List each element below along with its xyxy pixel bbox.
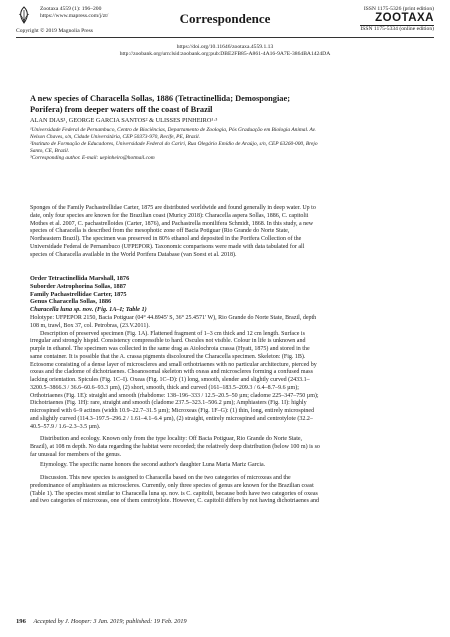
text-line: Orthotriaenes (Fig. 1E): straight and smooth (rhabdome: 138–196–333 / 12.5–20.5–50 µm; cladome 225–347–750 µm); bbox=[30, 392, 319, 399]
article-title bbox=[30, 94, 420, 115]
affiliation-line: ³Corresponding author. E-mail: uepinheiro@hotmail.com bbox=[30, 155, 155, 162]
text-line: Description of preserved specimen (Fig. 1A). Flattened fragment of 1–3 cm thick and 12 cm length. Surface is bbox=[40, 330, 305, 337]
text-line: Mothes et al. 2007, C. pachastrelloides (Carter, 1876), and Pachastrella monilifera Schmidt, 1868. In this study, a new bbox=[30, 220, 314, 227]
issn-online: ISSN 1175-5334 (online edition) bbox=[360, 26, 434, 33]
text-line: Ectosome consisting of a dense layer of microscleres and small orthotriaenes with no particular architecture, pierced by bbox=[30, 361, 317, 368]
text-line: irregular and strongly hispid. Consistency compressible to hard. Oscules not visible. Colour in life is unknown and bbox=[30, 338, 306, 345]
text-line: Northeastern Brazil). The specimen was preserved in 80% ethanol and deposited in the Porifera Collection of the bbox=[30, 236, 302, 242]
page-number: 196 bbox=[16, 618, 26, 625]
text-line: Discussion. This new species is assigned to Characella based on the two categories of microxeas and the bbox=[40, 475, 291, 481]
journal-issue: Zootaxa 4559 (1): 196–200 bbox=[40, 6, 102, 12]
author-list: ALAN DIAS¹, GEORGE GARCIA SANTOS² & ULISSES PINHEIRO¹·³ bbox=[30, 117, 218, 124]
identifiers bbox=[0, 44, 450, 59]
text-line: purple in ethanol. The specimen was collected in the same drag as Aiolochroia crassa (Hyatt, 1875) and stored in the bbox=[30, 346, 310, 352]
text-line: same container. It is possible that the A. crassa pigments discoloured the Characella specimen. Skeleton: (Fig. 1B). bbox=[30, 353, 306, 360]
zoobank-link[interactable]: http://zoobank.org/urn:lsid:zoobank.org:pub:DBE2FB85-A861-4A16-9A7E-3864BA1424DA bbox=[119, 51, 331, 58]
text-line: oxeas and the cladome of dichotriaenes. Choanosomal skeleton with oxeas and microscleres forming a confused mass bbox=[30, 369, 313, 376]
affiliation-line: ¹Universidade Federal de Pernambuco, Centro de Biociências, Departamento de Zoologia, Pós Graduação em Biologia Animal. Av. bbox=[30, 127, 316, 133]
title-line: A new species of Characella Sollas, 1886 (Tetractinellida; Demospongiae; bbox=[30, 94, 290, 103]
text-line: predominance of amphiasters as microscleres. Currently, only three species of genus are known for the Brazilian coast bbox=[30, 482, 314, 489]
taxon-genus: Genus Characella Sollas, 1886 bbox=[30, 298, 112, 306]
section-title: Correspondence bbox=[179, 11, 271, 26]
text-line: 3200.5–3866.3 / 36.6–60.6–93.3 µm), (2) short, smooth, thick and curved (161–183.5–209.3 / 6.4–8.7–9.6 µm); bbox=[30, 384, 299, 391]
zootaxa-brand: ZOOTAXA bbox=[375, 12, 434, 25]
journal-url-link[interactable]: https://www.mapress.com/j/zt/ bbox=[40, 13, 109, 20]
issn-print: ISSN 1175-5326 (print edition) bbox=[363, 6, 434, 12]
header-rule bbox=[16, 37, 434, 38]
taxon-family: Family Pachastrellidae Carter, 1875 bbox=[30, 290, 127, 298]
taxonomy-block bbox=[30, 275, 147, 314]
doi-link[interactable]: https://doi.org/10.11646/zootaxa.4559.1.13 bbox=[176, 44, 274, 50]
taxon-order: Order Tetractinellida Marshall, 1876 bbox=[30, 275, 130, 282]
affiliations bbox=[30, 127, 422, 162]
text-line: far unusual for members of the genus. bbox=[30, 451, 122, 458]
text-line: Sponges of the Family Pachastrellidae Carter, 1875 are distributed worldwide and found generally in deep water. Up to bbox=[30, 205, 316, 211]
text-line: Holotype: UFPEPOR 2150, Bacia Potiguar (04° 44.8945' S, 36° 25.4571' W), Rio Grande do Norte State, Brazil, depth bbox=[30, 315, 317, 321]
text-line: date, only four species are known for the Brazilian coast (Muricy 2018): Characella aspera Sollas, 1886, C. capitolii bbox=[30, 212, 309, 219]
text-line: 40.5–57.9 / 1.6–2.3–3.5 µm). bbox=[30, 423, 101, 430]
discussion-section bbox=[30, 475, 422, 506]
text-line: species of Characella available in the World Porifera Database (van Soest et al. 2018). bbox=[30, 251, 237, 258]
affiliation-line: Santo, CE, Brazil. bbox=[30, 148, 70, 155]
text-line: and two categories of microxeas, one of them centrotylote. However, C. capitolii differs by not having dichotriaenes and bbox=[30, 498, 320, 505]
introduction-paragraph bbox=[30, 205, 422, 259]
text-line: Brazil), at 108 m depth. No data regarding the habitat were recorded; the relatively deep distribution (below 100 m) is so bbox=[30, 443, 320, 450]
text-line: species of Characella is described from the mesophotic zone off Bacia Potiguar (Rio Grande do Norte State, bbox=[30, 228, 290, 235]
affiliation-line: Nelson Chaves, s/n, Cidade Universitária, CEP 50373-970, Recife, PE, Brazil. bbox=[30, 134, 200, 141]
text-line: Universidade Federal de Pernambuco (UFPEPOR). Taxonomic comparisons were made with data tabulated for all bbox=[30, 243, 305, 250]
page-footer bbox=[16, 618, 187, 625]
etymology-section: Etymology. The specific name honors the second author's daughter Luna Maria Mariz Garcia. bbox=[40, 462, 266, 468]
distribution-section bbox=[30, 436, 422, 459]
text-line: (Table 1). The species most similar to Characella luna sp. nov. is C. capitolii, because both have two categories of oxeas bbox=[30, 490, 318, 497]
text-line: 108 m, trawl, Box 37, col. Petrobras, (23.V.2011). bbox=[30, 322, 150, 329]
taxon-suborder: Suborder Astrophorina Sollas, 1887 bbox=[30, 282, 126, 290]
copyright: Copyright © 2019 Magnolia Press bbox=[16, 28, 93, 34]
acceptance-note: Accepted by J. Hooper: 3 Jan. 2019; published: 19 Feb. 2019 bbox=[33, 618, 187, 625]
text-line: Distribution and ecology. Known only from the type locality: Off Bacia Potiguar, Rio Grande do Norte State, bbox=[40, 436, 303, 442]
text-line: lacking orientation. Spicules (Fig. 1C–I). Oxeas (Fig. 1C–D): (1) long, smooth, slender and slightly curved (2433.1– bbox=[30, 377, 310, 383]
title-line: Porifera) from deeper waters off the coast of Brazil bbox=[30, 104, 213, 114]
text-line: Dichotriaenes (Fig. 1H): rare, straight and smooth (cladome 237.5–323.1–506.2 µm); Amphiasters (Fig. 1I): highly bbox=[30, 400, 307, 407]
affiliation-line: ²Instituto de Formação de Educadores, Universidade Federal do Cariri, Rua Olegário Emídio de Araújo, s/n, CEP 63260-000, Brejo bbox=[30, 141, 318, 148]
issn-block bbox=[360, 6, 434, 33]
text-line: microspined with 6–9 actines (width 10.9–22.7–31.5 µm); Microxeas (Fig. 1F–G): (1) thin, long, entirely microspined bbox=[30, 408, 315, 414]
text-line: and slightly curved (114.3–197.5–296.2 / 1.61–4.1–6.4 µm), (2) straight, entirely microspined and centrotylote (32.2– bbox=[30, 415, 313, 422]
description-section bbox=[30, 315, 422, 431]
taxon-species: Characella luna sp. nov. (Fig. 1A–I; Table 1) bbox=[30, 306, 147, 314]
